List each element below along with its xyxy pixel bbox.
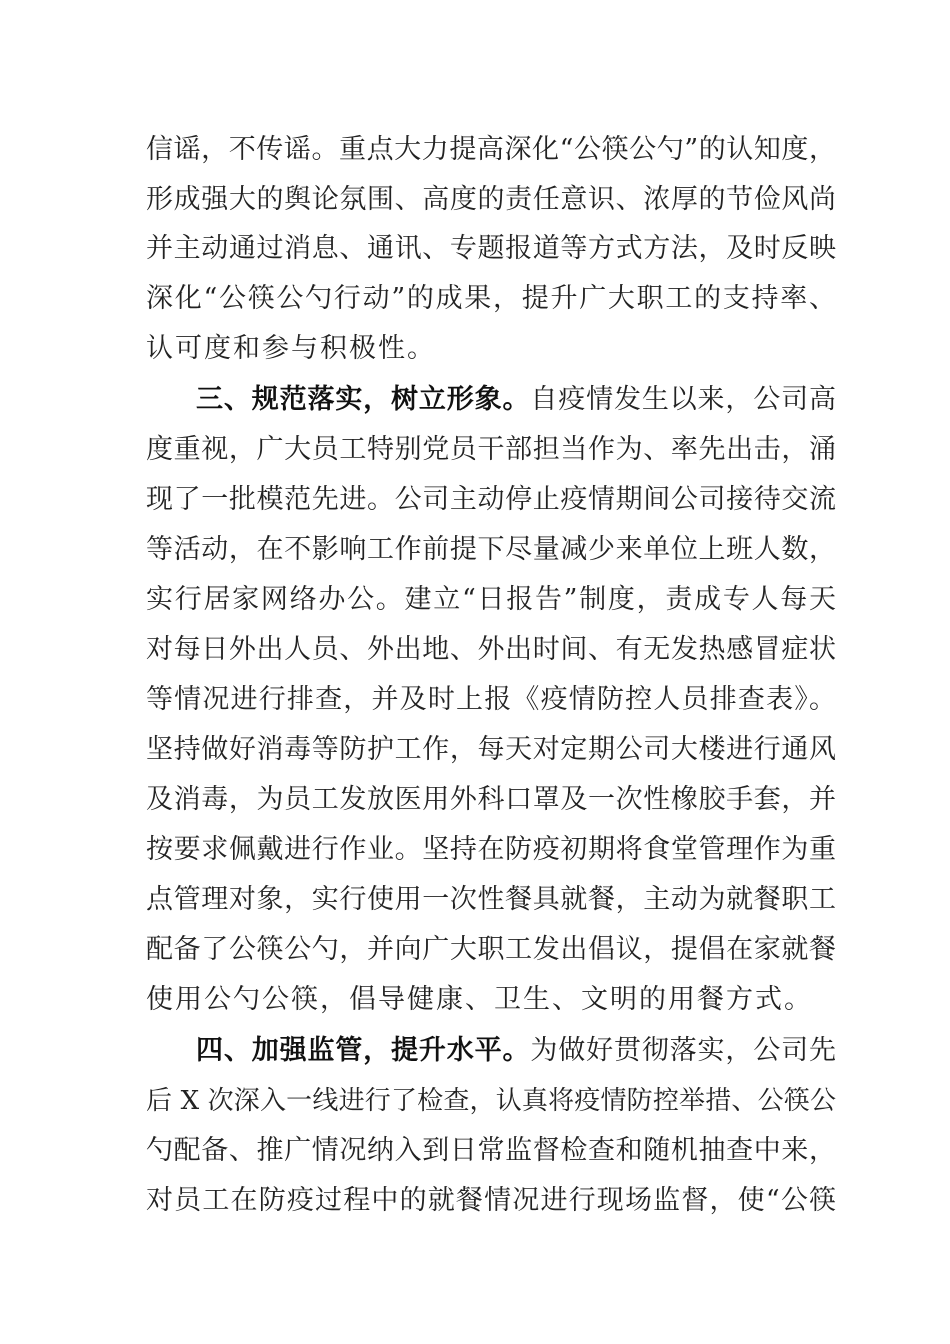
section-3-line-2: 度重视，广大员工特别党员干部担当作为、率先出击，涌 xyxy=(146,434,836,465)
paragraph-1-line-2: 形成强大的舆论氛围、高度的责任意识、浓厚的节俭风尚 xyxy=(146,184,836,215)
section-3-line-3: 现了一批模范先进。公司主动停止疫情期间公司接待交流 xyxy=(146,484,836,515)
section-4-line-4: 对员工在防疫过程中的就餐情况进行现场监督，使“公筷 xyxy=(146,1185,836,1216)
section-4-line-3: 勺配备、推广情况纳入到日常监督检查和随机抽查中来， xyxy=(146,1135,836,1166)
section-4-first-line-text: 为做好贯彻落实，公司先 xyxy=(530,1035,837,1066)
paragraph-1-line-1: 信谣，不传谣。重点大力提高深化“公筷公勺”的认知度， xyxy=(146,134,836,165)
section-3-line-10: 按要求佩戴进行作业。坚持在防疫初期将食堂管理作为重 xyxy=(146,834,836,865)
section-3-line-11: 点管理对象，实行使用一次性餐具就餐，主动为就餐职工 xyxy=(146,884,836,915)
section-4-heading: 四、加强监管，提升水平。 xyxy=(196,1035,531,1066)
section-3-line-12: 配备了公筷公勺，并向广大职工发出倡议，提倡在家就餐 xyxy=(146,934,836,965)
paragraph-1-line-5: 认可度和参与积极性。 xyxy=(146,333,436,364)
section-3-line-6: 对每日外出人员、外出地、外出时间、有无发热感冒症状 xyxy=(146,634,836,665)
section-3-line-9: 及消毒，为员工发放医用外科口罩及一次性橡胶手套，并 xyxy=(146,784,836,815)
section-3-first-line-text: 自疫情发生以来，公司高 xyxy=(530,384,837,415)
section-3-line-7: 等情况进行排查，并及时上报《疫情防控人员排查表》。 xyxy=(146,684,836,715)
section-3-line-5: 实行居家网络办公。建立“日报告”制度，责成专人每天 xyxy=(146,584,836,615)
section-3-heading: 三、规范落实，树立形象。 xyxy=(196,384,531,415)
paragraph-1-line-4: 深化“公筷公勺行动”的成果，提升广大职工的支持率、 xyxy=(146,283,836,314)
section-3-first-line xyxy=(196,380,836,420)
section-4-first-line xyxy=(196,1031,836,1071)
section-3-line-4: 等活动，在不影响工作前提下尽量减少来单位上班人数， xyxy=(146,534,836,565)
paragraph-1-line-3: 并主动通过消息、通讯、专题报道等方式方法，及时反映 xyxy=(146,233,836,264)
section-3-line-8: 坚持做好消毒等防护工作，每天对定期公司大楼进行通风 xyxy=(146,734,836,765)
section-3-line-13: 使用公勺公筷，倡导健康、卫生、文明的用餐方式。 xyxy=(146,984,813,1015)
section-4-line-2: 后 X 次深入一线进行了检查，认真将疫情防控举措、公筷公 xyxy=(146,1086,836,1116)
